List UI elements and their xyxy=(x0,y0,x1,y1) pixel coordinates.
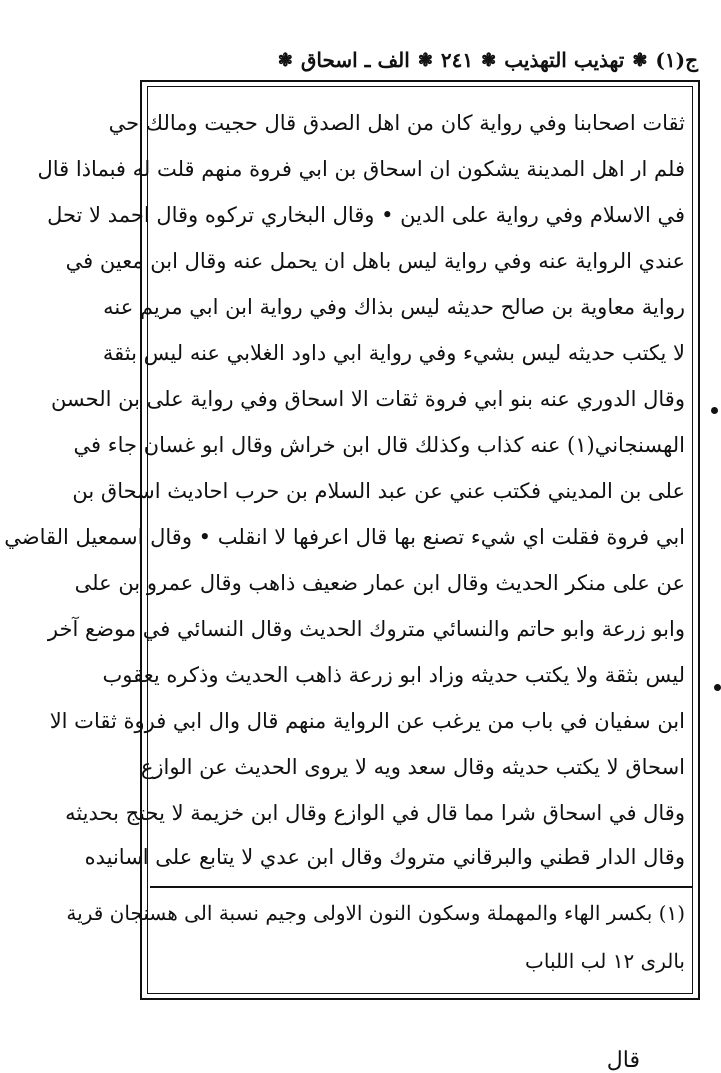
text-line: فلم ار اهل المدينة يشكون ان اسحاق بن ابي فروة منهم قلت له فبماذا قال xyxy=(37,157,685,181)
running-header xyxy=(140,40,700,80)
text-line: في الاسلام وفي رواية على الدين • وقال البخاري تركوه وقال احمد لا تحل xyxy=(47,203,685,227)
footnote-line: (١) بكسر الهاء والمهملة وسكون النون الاولى وجيم نسبة الى هسنجان قرية xyxy=(66,901,685,925)
text-line: وقال الدوري عنه بنو ابي فروة ثقات الا اسحاق وفي رواية على بن الحسن xyxy=(50,387,685,411)
footnote-line: بالرى ١٢ لب اللباب xyxy=(525,949,685,973)
section-title: الف ـ اسحاق xyxy=(300,48,410,72)
ornament-icon: ❃ xyxy=(481,49,497,71)
margin-dot xyxy=(714,684,721,691)
text-line: اسحاق لا يكتب حديثه وقال سعد ويه لا يروى الحديث عن الوازع xyxy=(140,755,685,779)
ornament-icon: ❃ xyxy=(277,49,293,71)
text-line: وقال في اسحاق شرا مما قال في الوازع وقال ابن خزيمة لا يحتج بحديثه xyxy=(65,801,685,825)
book-title: تهذيب التهذيب xyxy=(504,48,625,72)
page-number: ٢٤١ xyxy=(440,48,474,72)
text-line: لا يكتب حديثه ليس بشيء وفي رواية ابي داود الغلابي عنه ليس بثقة xyxy=(102,341,685,365)
next-page-fragment: قال xyxy=(606,1048,640,1073)
text-line: ثقات اصحابنا وفي رواية كان من اهل الصدق قال حجيت ومالك حي xyxy=(108,111,685,135)
footnote-divider xyxy=(150,886,692,888)
text-line: عندي الرواية عنه وفي رواية ليس باهل ان يحمل عنه وقال ابن معين في xyxy=(65,249,685,273)
text-line: وقال الدار قطني والبرقاني متروك وقال ابن عدي لا يتابع على اسانيده xyxy=(84,845,685,869)
text-line: وابو زرعة وابو حاتم والنسائي متروك الحديث وقال النسائي في موضع آخر xyxy=(47,617,685,641)
text-line: ليس بثقة ولا يكتب حديثه وزاد ابو زرعة ذاهب الحديث وذكره يعقوب xyxy=(102,663,685,687)
text-line: ابي فروة فقلت اي شيء تصنع بها قال اعرفها لا انقلب • وقال اسمعيل القاضي xyxy=(4,525,685,549)
volume-marker: ج(١) xyxy=(655,48,698,72)
text-line: على بن المديني فكتب عني عن عبد السلام بن حرب احاديث اسحاق بن xyxy=(72,479,685,503)
margin-dot xyxy=(711,407,718,414)
text-line: عن على منكر الحديث وقال ابن عمار ضعيف ذاهب وقال عمرو بن على xyxy=(74,571,685,595)
text-line: رواية معاوية بن صالح حديثه ليس بذاك وفي رواية ابن ابي مريم عنه xyxy=(103,295,685,319)
text-line: الهسنجاني(١) عنه كذاب وكذلك قال ابن خراش وقال ابو غسان جاء في xyxy=(73,433,685,457)
ornament-icon: ❃ xyxy=(632,49,648,71)
text-line: ابن سفيان في باب من يرغب عن الرواية منهم قال وال ابي فروة ثقات الا xyxy=(49,709,685,733)
ornament-icon: ❃ xyxy=(417,49,433,71)
